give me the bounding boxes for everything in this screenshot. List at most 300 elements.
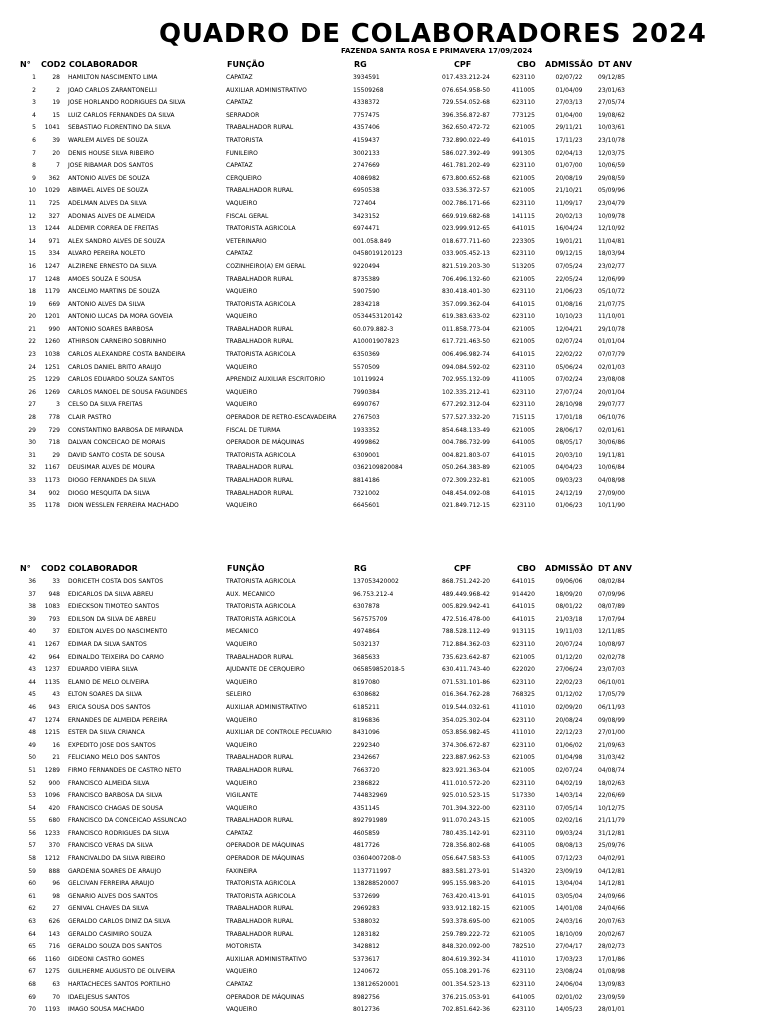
row-rg: 567575709 xyxy=(353,615,388,623)
row-dt-anv: 17/05/79 xyxy=(598,691,625,699)
row-rg: 9220494 xyxy=(353,262,380,270)
row-funcao: TRABALHADOR RURAL xyxy=(226,325,294,333)
row-admissao: 07/05/24 xyxy=(555,262,583,270)
table-row xyxy=(0,362,768,375)
row-admissao: 02/07/24 xyxy=(555,338,583,346)
row-funcao: VAQUEIRO xyxy=(226,199,258,207)
table-row xyxy=(0,601,768,614)
row-admissao: 18/09/20 xyxy=(555,590,583,598)
row-cod2: 1267 xyxy=(44,640,60,648)
row-admissao: 20/02/13 xyxy=(555,212,583,220)
row-cod2: 680 xyxy=(48,817,60,825)
row-admissao: 27/07/24 xyxy=(555,388,583,396)
row-number: 41 xyxy=(28,640,36,648)
row-number: 70 xyxy=(28,1006,36,1014)
row-cpf: 411.010.572-20 xyxy=(442,779,490,787)
row-rg: 2386822 xyxy=(353,779,380,787)
row-rg: 4974864 xyxy=(353,628,380,636)
row-cbo: 715115 xyxy=(512,414,535,422)
row-cod2: 16 xyxy=(52,741,60,749)
row-cpf: 677.292.312-04 xyxy=(442,401,490,409)
col-header-cod2: COD2 xyxy=(41,564,66,573)
row-number: 3 xyxy=(32,99,36,107)
row-admissao: 05/06/24 xyxy=(555,363,583,371)
row-admissao: 02/07/22 xyxy=(555,74,583,81)
row-funcao: VAQUEIRO xyxy=(226,779,258,787)
table-row xyxy=(0,97,768,110)
row-dt-anv: 24/04/66 xyxy=(598,905,625,913)
row-cbo: 641015 xyxy=(512,615,535,623)
row-cpf: 848.320.092-00 xyxy=(442,943,490,951)
row-colaborador: ERNANDES DE ALMEIDA PEREIRA xyxy=(68,716,168,724)
row-colaborador: EDICARLOS DA SILVA ABREU xyxy=(68,590,154,598)
row-funcao: CAPATAZ xyxy=(226,74,253,81)
row-dt-anv: 08/07/89 xyxy=(598,603,625,611)
row-cbo: 623110 xyxy=(512,99,535,107)
row-rg: 5388032 xyxy=(353,918,380,926)
row-cod2: 1167 xyxy=(44,464,60,472)
row-cbo: 621005 xyxy=(512,905,535,913)
row-admissao: 08/08/13 xyxy=(555,842,583,850)
row-dt-anv: 29/07/77 xyxy=(598,401,625,409)
row-cod2: 1233 xyxy=(44,829,60,837)
row-colaborador: DORICETH COSTA DOS SANTOS xyxy=(68,578,164,585)
row-cod2: 3 xyxy=(56,401,60,409)
row-cod2: 1201 xyxy=(44,313,60,321)
row-admissao: 21/03/18 xyxy=(555,615,583,623)
row-number: 23 xyxy=(28,351,36,359)
row-cod2: 1160 xyxy=(44,955,60,963)
row-rg: 2969283 xyxy=(353,905,380,913)
row-admissao: 01/04/98 xyxy=(555,754,583,762)
row-rg: 4999862 xyxy=(353,439,380,447)
table-row xyxy=(0,311,768,324)
row-dt-anv: 20/07/63 xyxy=(598,918,625,926)
row-cod2: 725 xyxy=(48,199,60,207)
row-cbo: 623110 xyxy=(512,1006,535,1014)
row-number: 24 xyxy=(28,363,36,371)
row-cod2: 362 xyxy=(48,174,60,182)
row-dt-anv: 11/10/01 xyxy=(598,313,625,321)
row-dt-anv: 09/12/85 xyxy=(598,74,625,81)
table-row xyxy=(0,765,768,778)
row-admissao: 01/04/09 xyxy=(555,86,583,94)
table-row xyxy=(0,1004,768,1017)
row-cpf: 021.849.712-15 xyxy=(442,502,490,510)
row-cpf: 094.084.592-02 xyxy=(442,363,490,371)
row-cpf: 630.411.743-40 xyxy=(442,666,490,674)
row-colaborador: EDILTON ALVES DO NASCIMENTO xyxy=(68,628,168,636)
row-colaborador: LUIZ CARLOS FERNANDES DA SILVA xyxy=(68,111,175,119)
row-dt-anv: 24/09/66 xyxy=(598,892,625,900)
row-rg: 5907590 xyxy=(353,288,380,296)
row-funcao: OPERADOR DE MÁQUINAS xyxy=(226,439,305,447)
row-cod2: 1289 xyxy=(44,766,60,774)
row-colaborador: ADONIAS ALVES DE ALMEIDA xyxy=(68,212,156,220)
row-cpf: 223.887.962-53 xyxy=(442,754,490,762)
row-colaborador: JOAO CARLOS ZARANTONELLI xyxy=(68,86,157,94)
col-header-admissao: ADMISSÃO xyxy=(545,60,593,69)
row-admissao: 08/01/22 xyxy=(555,603,583,611)
row-cpf: 033.536.372-57 xyxy=(442,187,490,195)
row-cod2: 964 xyxy=(48,653,60,661)
row-dt-anv: 04/08/98 xyxy=(598,477,625,484)
row-cod2: 2 xyxy=(56,86,60,94)
row-rg: 7663720 xyxy=(353,766,380,774)
row-number: 4 xyxy=(32,111,36,119)
row-cbo: 641015 xyxy=(512,578,535,585)
row-number: 59 xyxy=(28,867,36,875)
row-dt-anv: 23/08/08 xyxy=(598,376,625,384)
table-row xyxy=(0,576,768,589)
row-cbo: 517330 xyxy=(512,792,535,800)
row-dt-anv: 05/10/72 xyxy=(598,288,625,296)
row-funcao: TRABALHADOR RURAL xyxy=(226,489,294,497)
row-rg: 8982756 xyxy=(353,993,380,1001)
row-dt-anv: 10/06/59 xyxy=(598,162,625,170)
row-admissao: 20/07/24 xyxy=(555,640,583,648)
row-cpf: 396.356.872-87 xyxy=(442,111,490,119)
row-cbo: 623110 xyxy=(512,401,535,409)
row-rg: 4351145 xyxy=(353,804,380,812)
row-cpf: 735.623.642-87 xyxy=(442,653,490,661)
row-number: 29 xyxy=(28,426,36,434)
row-colaborador: FRANCISCO VERAS DA SILVA xyxy=(68,842,153,850)
table-row xyxy=(0,299,768,312)
row-colaborador: ALZIRENE ERNESTO DA SILVA xyxy=(68,262,157,270)
row-rg: 8196836 xyxy=(353,716,380,724)
row-admissao: 07/05/14 xyxy=(555,804,583,812)
row-funcao: VAQUEIRO xyxy=(226,401,258,409)
row-number: 69 xyxy=(28,993,36,1001)
row-cbo: 621005 xyxy=(512,766,535,774)
row-number: 15 xyxy=(28,250,36,258)
row-cpf: 004.786.732-99 xyxy=(442,439,490,447)
row-cpf: 788.528.112-49 xyxy=(442,628,490,636)
row-cpf: 669.919.682-68 xyxy=(442,212,490,220)
row-funcao: CAPATAZ xyxy=(226,99,253,107)
row-admissao: 02/09/20 xyxy=(555,703,583,711)
row-rg: A10001907823 xyxy=(353,338,400,346)
row-colaborador: EDINALDO TEIXEIRA DO CARMO xyxy=(68,653,164,661)
row-dt-anv: 06/11/93 xyxy=(598,703,625,711)
row-cpf: 055.108.291-76 xyxy=(442,968,490,976)
row-cod2: 1096 xyxy=(44,792,60,800)
table-row xyxy=(0,652,768,665)
row-cpf: 071.531.101-86 xyxy=(442,678,490,686)
row-rg: 8012736 xyxy=(353,1006,380,1014)
row-colaborador: CONSTANTINO BARBOSA DE MIRANDA xyxy=(68,426,184,434)
table-row xyxy=(0,248,768,261)
row-colaborador: DIOGO MESQUITA DA SILVA xyxy=(68,489,150,497)
row-cpf: 868.751.242-20 xyxy=(442,578,490,585)
row-admissao: 27/04/17 xyxy=(555,943,583,951)
row-cod2: 19 xyxy=(52,99,60,107)
row-cbo: 641005 xyxy=(512,855,535,863)
row-number: 56 xyxy=(28,829,36,837)
row-cbo: 623110 xyxy=(512,804,535,812)
row-rg: 6950538 xyxy=(353,187,380,195)
row-dt-anv: 21/09/63 xyxy=(598,741,625,749)
table-row xyxy=(0,689,768,702)
row-rg: 001.058.849 xyxy=(353,237,392,245)
row-admissao: 01/06/02 xyxy=(555,741,583,749)
row-dt-anv: 28/01/01 xyxy=(598,1006,625,1014)
row-colaborador: FRANCISCO ALMEIDA SILVA xyxy=(68,779,150,787)
row-admissao: 21/06/23 xyxy=(555,288,583,296)
row-number: 10 xyxy=(28,187,36,195)
row-rg: 7757475 xyxy=(353,111,380,119)
row-admissao: 01/06/23 xyxy=(555,502,583,510)
row-cod2: 948 xyxy=(48,590,60,598)
row-funcao: TRABALHADOR RURAL xyxy=(226,477,294,484)
row-cpf: 053.856.982-45 xyxy=(442,729,490,737)
row-cpf: 830.418.401-30 xyxy=(442,288,490,296)
row-dt-anv: 27/05/74 xyxy=(598,99,625,107)
table-row xyxy=(0,475,768,488)
row-colaborador: CARLOS EDUARDO SOUZA SANTOS xyxy=(68,376,175,384)
table-row xyxy=(0,992,768,1005)
row-number: 17 xyxy=(28,275,36,283)
row-dt-anv: 02/01/61 xyxy=(598,426,625,434)
row-dt-anv: 23/07/03 xyxy=(598,666,625,674)
row-rg: 2342667 xyxy=(353,754,380,762)
row-number: 21 xyxy=(28,325,36,333)
row-cbo: 621005 xyxy=(512,464,535,472)
row-number: 63 xyxy=(28,918,36,926)
row-funcao: CERQUEIRO xyxy=(226,174,262,182)
row-colaborador: DIOGO FERNANDES DA SILVA xyxy=(68,477,156,484)
row-cbo: 623110 xyxy=(512,162,535,170)
row-colaborador: GENARIO ALVES DOS SANTOS xyxy=(68,892,158,900)
row-cod2: 669 xyxy=(48,300,60,308)
row-rg: 8735389 xyxy=(353,275,380,283)
row-cbo: 621005 xyxy=(512,338,535,346)
row-dt-anv: 12/03/75 xyxy=(598,149,625,157)
row-rg: 5570509 xyxy=(353,363,380,371)
row-number: 26 xyxy=(28,388,36,396)
row-rg: 3002133 xyxy=(353,149,380,157)
row-cbo: 782510 xyxy=(512,943,535,951)
row-cbo: 621005 xyxy=(512,124,535,132)
row-rg: 4086982 xyxy=(353,174,380,182)
row-dt-anv: 02/01/03 xyxy=(598,363,625,371)
row-funcao: VAQUEIRO xyxy=(226,640,258,648)
row-cod2: 729 xyxy=(48,426,60,434)
row-admissao: 28/06/17 xyxy=(555,426,583,434)
row-rg: 744832969 xyxy=(353,792,388,800)
table-row xyxy=(0,840,768,853)
row-admissao: 01/04/00 xyxy=(555,111,583,119)
row-cbo: 623110 xyxy=(512,288,535,296)
row-funcao: TRATORISTA AGRICOLA xyxy=(226,892,296,900)
row-dt-anv: 30/06/86 xyxy=(598,439,625,447)
row-funcao: AUXILIAR ADMINISTRATIVO xyxy=(226,955,307,963)
employee-table-1 xyxy=(0,58,768,513)
row-admissao: 12/04/21 xyxy=(555,325,583,333)
row-number: 46 xyxy=(28,703,36,711)
row-colaborador: CELSO DA SILVA FREITAS xyxy=(68,401,143,409)
row-cpf: 354.025.302-04 xyxy=(442,716,490,724)
table-row xyxy=(0,399,768,412)
row-cbo: 623110 xyxy=(512,678,535,686)
row-cpf: 072.309.232-81 xyxy=(442,477,490,484)
table-row xyxy=(0,72,768,85)
col-header-funcao: FUNÇÃO xyxy=(227,60,265,69)
row-colaborador: FIRMO FERNANDES DE CASTRO NETO xyxy=(68,766,182,774)
row-admissao: 13/04/04 xyxy=(555,880,583,888)
row-funcao: MOTORISTA xyxy=(226,943,262,951)
row-cpf: 823.921.363-04 xyxy=(442,766,490,774)
table-row xyxy=(0,211,768,224)
row-colaborador: EDIMAR DA SILVA SANTOS xyxy=(68,640,147,648)
row-admissao: 10/10/23 xyxy=(555,313,583,321)
row-number: 39 xyxy=(28,615,36,623)
row-admissao: 22/05/24 xyxy=(555,275,583,283)
row-colaborador: DEUSIMAR ALVES DE MOURA xyxy=(68,464,155,472)
row-colaborador: EDIECKSON TIMOTEO SANTOS xyxy=(68,603,160,611)
row-rg: 6308682 xyxy=(353,691,380,699)
row-cpf: 701.394.322-00 xyxy=(442,804,490,812)
row-admissao: 14/01/08 xyxy=(555,905,583,913)
row-rg: 6307878 xyxy=(353,603,380,611)
row-colaborador: DION WESSLEN FERREIRA MACHADO xyxy=(68,502,179,510)
row-admissao: 27/03/13 xyxy=(555,99,583,107)
row-admissao: 17/11/23 xyxy=(555,136,583,144)
col-header-rg: RG xyxy=(354,564,367,573)
row-admissao: 07/02/24 xyxy=(555,376,583,384)
row-funcao: CAPATAZ xyxy=(226,250,253,258)
table-header xyxy=(0,562,768,576)
row-colaborador: ABIMAEL ALVES DE SOUZA xyxy=(68,187,149,195)
row-funcao: TRATORISTA AGRICOLA xyxy=(226,351,296,359)
row-cpf: 706.496.132-60 xyxy=(442,275,490,283)
row-number: 45 xyxy=(28,691,36,699)
row-dt-anv: 04/12/81 xyxy=(598,867,625,875)
row-admissao: 07/12/23 xyxy=(555,855,583,863)
row-rg: 4159437 xyxy=(353,136,380,144)
table-row xyxy=(0,437,768,450)
table-row xyxy=(0,853,768,866)
row-rg: 892791989 xyxy=(353,817,388,825)
row-cbo: 141115 xyxy=(512,212,535,220)
row-cpf: 854.648.133-49 xyxy=(442,426,490,434)
table-row xyxy=(0,324,768,337)
row-cpf: 376.215.053-91 xyxy=(442,993,490,1001)
row-cpf: 586.027.392-49 xyxy=(442,149,490,157)
row-dt-anv: 23/10/78 xyxy=(598,136,625,144)
row-colaborador: ALDEMIR CORREA DE FREITAS xyxy=(68,225,159,233)
row-funcao: TRATORISTA AGRICOLA xyxy=(226,615,296,623)
row-colaborador: EDUARDO VIEIRA SILVA xyxy=(68,666,138,674)
row-colaborador: FRANCISCO RODRIGUES DA SILVA xyxy=(68,829,170,837)
row-cbo: 621005 xyxy=(512,653,535,661)
col-header-admissao: ADMISSÃO xyxy=(545,564,593,573)
table-row xyxy=(0,198,768,211)
row-cbo: 623110 xyxy=(512,74,535,81)
row-cpf: 702.851.642-36 xyxy=(442,1006,490,1014)
row-rg: 03604007208-0 xyxy=(353,855,401,863)
row-cod2: 98 xyxy=(52,892,60,900)
row-cod2: 793 xyxy=(48,615,60,623)
row-dt-anv: 10/11/90 xyxy=(598,502,625,510)
row-funcao: TRABALHADOR RURAL xyxy=(226,464,294,472)
col-header-cbo: CBO xyxy=(517,60,536,69)
row-rg: 15509268 xyxy=(353,86,384,94)
row-cbo: 641015 xyxy=(512,892,535,900)
table-row xyxy=(0,752,768,765)
table-row xyxy=(0,274,768,287)
row-admissao: 16/04/24 xyxy=(555,225,583,233)
row-number: 48 xyxy=(28,729,36,737)
row-number: 40 xyxy=(28,628,36,636)
row-cpf: 004.821.803-07 xyxy=(442,451,490,459)
row-cbo: 411005 xyxy=(512,376,535,384)
row-rg: 6990767 xyxy=(353,401,380,409)
row-admissao: 02/04/13 xyxy=(555,149,583,157)
row-admissao: 01/08/16 xyxy=(555,300,583,308)
row-funcao: TRABALHADOR RURAL xyxy=(226,905,294,913)
row-dt-anv: 10/03/61 xyxy=(598,124,625,132)
row-funcao: VAQUEIRO xyxy=(226,363,258,371)
row-funcao: VIGILANTE xyxy=(226,792,258,800)
table-row xyxy=(0,941,768,954)
row-cpf: 763.420.413-91 xyxy=(442,892,490,900)
table-row xyxy=(0,815,768,828)
row-number: 60 xyxy=(28,880,36,888)
row-colaborador: EDILSON DA SILVA DE ABREU xyxy=(68,615,156,623)
row-funcao: TRABALHADOR RURAL xyxy=(226,817,294,825)
row-dt-anv: 20/01/04 xyxy=(598,388,625,396)
row-admissao: 18/10/09 xyxy=(555,930,583,938)
row-cpf: 018.677.711-60 xyxy=(442,237,490,245)
table-row xyxy=(0,878,768,891)
row-number: 53 xyxy=(28,792,36,800)
row-number: 36 xyxy=(28,578,36,585)
row-cpf: 019.544.032-61 xyxy=(442,703,490,711)
row-number: 12 xyxy=(28,212,36,220)
row-cbo: 623110 xyxy=(512,968,535,976)
row-admissao: 21/10/21 xyxy=(555,187,583,195)
row-number: 16 xyxy=(28,262,36,270)
row-funcao: AUX. MECANICO xyxy=(226,590,275,598)
row-rg: 3428812 xyxy=(353,943,380,951)
row-admissao: 09/03/23 xyxy=(555,477,583,484)
row-number: 57 xyxy=(28,842,36,850)
table-row xyxy=(0,916,768,929)
row-rg: 1933352 xyxy=(353,426,380,434)
row-number: 14 xyxy=(28,237,36,245)
row-cod2: 21 xyxy=(52,754,60,762)
row-admissao: 20/08/19 xyxy=(555,174,583,182)
row-number: 31 xyxy=(28,451,36,459)
row-admissao: 17/01/18 xyxy=(555,414,583,422)
table-row xyxy=(0,715,768,728)
row-dt-anv: 10/06/84 xyxy=(598,464,625,472)
row-dt-anv: 28/02/73 xyxy=(598,943,625,951)
row-dt-anv: 06/10/01 xyxy=(598,678,625,686)
table-row xyxy=(0,664,768,677)
row-cod2: 334 xyxy=(48,250,60,258)
row-funcao: AJUDANTE DE CERQUEIRO xyxy=(226,666,305,674)
row-cod2: 1244 xyxy=(44,225,60,233)
row-cbo: 914420 xyxy=(512,590,535,598)
table-row xyxy=(0,110,768,123)
row-number: 68 xyxy=(28,981,36,988)
row-admissao: 01/07/00 xyxy=(555,162,583,170)
table-row xyxy=(0,891,768,904)
row-dt-anv: 27/01/00 xyxy=(598,729,625,737)
